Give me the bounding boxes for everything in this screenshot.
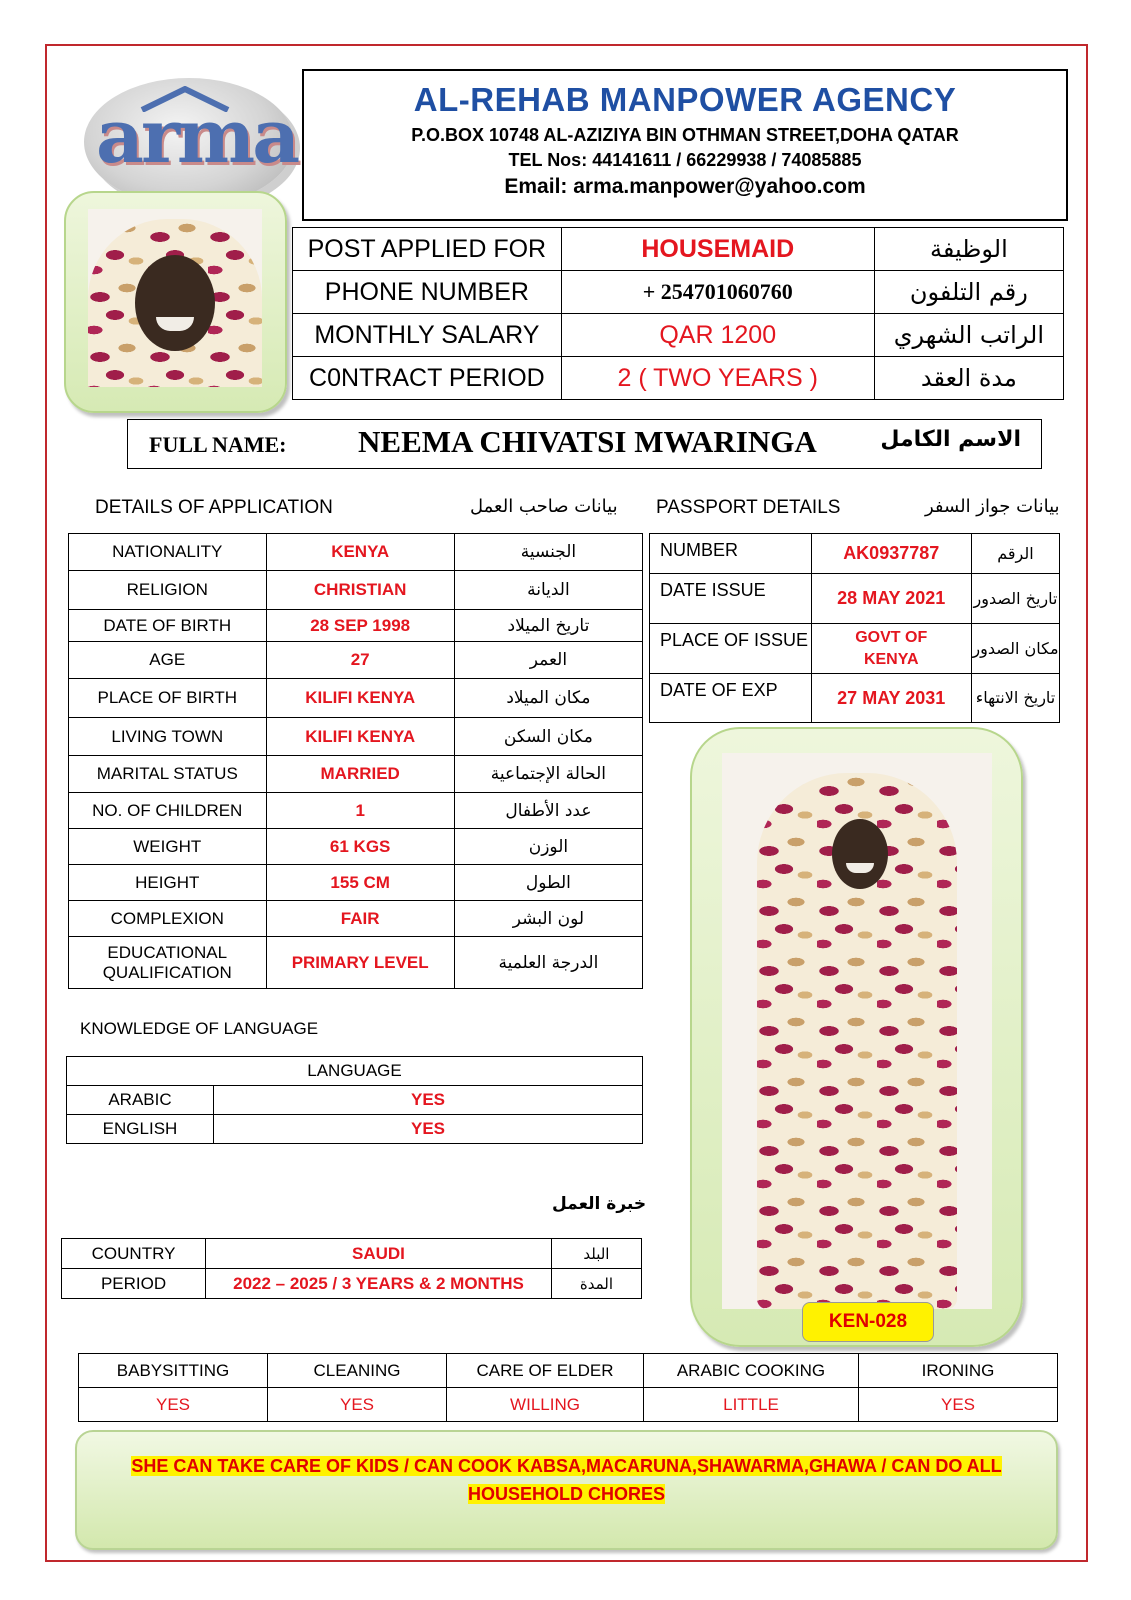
- expiry-date-label: DATE OF EXP: [650, 674, 812, 723]
- height-label: HEIGHT: [69, 865, 267, 901]
- marital-status-value: MARRIED: [266, 756, 454, 793]
- agency-address: P.O.BOX 10748 AL-AZIZIYA BIN OTHMAN STREET,DOHA QATAR: [411, 125, 959, 145]
- agency-header: [302, 69, 1068, 221]
- passport-number-value: AK0937787: [811, 534, 971, 574]
- complexion-label: COMPLEXION: [69, 901, 267, 937]
- education-value: PRIMARY LEVEL: [266, 937, 454, 989]
- table-row: [650, 624, 1060, 674]
- table-row: [69, 642, 643, 679]
- table-row: [69, 756, 643, 793]
- skills-table: [78, 1353, 1058, 1422]
- period-label-ar: المدة: [551, 1269, 641, 1299]
- language-arabic-label: ARABIC: [67, 1086, 214, 1115]
- place-of-birth-label: PLACE OF BIRTH: [69, 679, 267, 718]
- issue-place-label-ar: مكان الصدور: [971, 624, 1059, 674]
- skill-ironing-value: YES: [859, 1388, 1058, 1422]
- agency-logo: arma: [96, 94, 298, 180]
- weight-label-ar: الوزن: [454, 829, 642, 865]
- table-row: [67, 1086, 643, 1115]
- table-row: [69, 718, 643, 756]
- issue-place-value: GOVT OF KENYA: [811, 624, 971, 674]
- table-row: [67, 1057, 643, 1086]
- religion-label-ar: الديانة: [454, 571, 642, 610]
- remarks-box: [75, 1430, 1058, 1550]
- contract-label: C0NTRACT PERIOD: [293, 357, 562, 400]
- phone-label-ar: رقم التلفون: [874, 271, 1063, 314]
- children-label-ar: عدد الأطفال: [454, 793, 642, 829]
- salary-label-ar: الراتب الشهري: [874, 314, 1063, 357]
- application-details-table: [68, 533, 643, 989]
- full-name-value: NEEMA CHIVATSI MWARINGA: [358, 424, 817, 459]
- country-value: SAUDI: [206, 1239, 552, 1269]
- post-label: POST APPLIED FOR: [293, 228, 562, 271]
- remarks-line-2: HOUSEHOLD CHORES: [467, 1484, 665, 1504]
- remarks-text: [131, 1452, 1001, 1508]
- education-label-ar: الدرجة العلمية: [454, 937, 642, 989]
- portrait-photo-frame: [64, 191, 287, 413]
- work-experience-table: [61, 1238, 642, 1299]
- table-row: [62, 1269, 642, 1299]
- post-value: HOUSEMAID: [561, 228, 874, 271]
- language-header: LANGUAGE: [67, 1057, 643, 1086]
- marital-status-label: MARITAL STATUS: [69, 756, 267, 793]
- skill-cleaning-label: CLEANING: [268, 1354, 447, 1388]
- table-row: [62, 1239, 642, 1269]
- complexion-value: FAIR: [266, 901, 454, 937]
- age-label-ar: العمر: [454, 642, 642, 679]
- table-row: [69, 901, 643, 937]
- children-label: NO. OF CHILDREN: [69, 793, 267, 829]
- table-row: [69, 679, 643, 718]
- contract-value: 2 ( TWO YEARS ): [561, 357, 874, 400]
- age-value: 27: [266, 642, 454, 679]
- skill-ironing-label: IRONING: [859, 1354, 1058, 1388]
- dob-label-ar: تاريخ الميلاد: [454, 610, 642, 642]
- religion-label: RELIGION: [69, 571, 267, 610]
- nationality-label-ar: الجنسية: [454, 534, 642, 571]
- nationality-value: KENYA: [266, 534, 454, 571]
- skill-babysitting-label: BABYSITTING: [79, 1354, 268, 1388]
- table-row: [69, 829, 643, 865]
- passport-number-label-ar: الرقم: [971, 534, 1059, 574]
- issue-date-label: DATE ISSUE: [650, 574, 812, 624]
- skill-babysitting-value: YES: [79, 1388, 268, 1422]
- skill-arabic-cooking-label: ARABIC COOKING: [644, 1354, 859, 1388]
- weight-value: 61 KGS: [266, 829, 454, 865]
- table-row: [79, 1354, 1058, 1388]
- agency-email: Email: arma.manpower@yahoo.com: [504, 175, 866, 198]
- place-of-birth-value: KILIFI KENYA: [266, 679, 454, 718]
- table-row: [69, 571, 643, 610]
- expiry-date-value: 27 MAY 2031: [811, 674, 971, 723]
- weight-label: WEIGHT: [69, 829, 267, 865]
- table-row: [69, 865, 643, 901]
- period-value: 2022 – 2025 / 3 YEARS & 2 MONTHS: [206, 1269, 552, 1299]
- remarks-line-1: SHE CAN TAKE CARE OF KIDS / CAN COOK KABSA,MACARUNA,SHAWARMA,GHAWA / CAN DO ALL: [131, 1456, 1002, 1476]
- complexion-label-ar: لون البشر: [454, 901, 642, 937]
- living-town-label-ar: مكان السكن: [454, 718, 642, 756]
- table-row: [650, 534, 1060, 574]
- marital-status-label-ar: الحالة الإجتماعية: [454, 756, 642, 793]
- contract-label-ar: مدة العقد: [874, 357, 1063, 400]
- passport-number-label: NUMBER: [650, 534, 812, 574]
- post-label-ar: الوظيفة: [874, 228, 1063, 271]
- salary-label: MONTHLY SALARY: [293, 314, 562, 357]
- living-town-label: LIVING TOWN: [69, 718, 267, 756]
- height-label-ar: الطول: [454, 865, 642, 901]
- table-row: [293, 357, 1064, 400]
- phone-value: + 254701060760: [561, 271, 874, 314]
- issue-date-value: 28 MAY 2021: [811, 574, 971, 624]
- skill-arabic-cooking-value: LITTLE: [644, 1388, 859, 1422]
- living-town-value: KILIFI KENYA: [266, 718, 454, 756]
- skill-elder-care-label: CARE OF ELDER: [447, 1354, 644, 1388]
- children-value: 1: [266, 793, 454, 829]
- passport-section-title: PASSPORT DETAILS: [656, 497, 841, 518]
- period-label: PERIOD: [62, 1269, 206, 1299]
- full-length-photo-frame: [690, 727, 1023, 1347]
- job-summary-table: [292, 227, 1064, 400]
- issue-date-label-ar: تاريخ الصدور: [971, 574, 1059, 624]
- skill-elder-care-value: WILLING: [447, 1388, 644, 1422]
- language-section-title: KNOWLEDGE OF LANGUAGE: [80, 1019, 319, 1038]
- language-table: [66, 1056, 643, 1144]
- table-row: [69, 610, 643, 642]
- full-name-box: [127, 419, 1042, 469]
- phone-label: PHONE NUMBER: [293, 271, 562, 314]
- passport-section-title-ar: بيانات جواز السفر: [925, 496, 1060, 517]
- education-label: EDUCATIONAL QUALIFICATION: [69, 937, 267, 989]
- nationality-label: NATIONALITY: [69, 534, 267, 571]
- reference-code-badge: KEN-028: [802, 1302, 934, 1342]
- place-of-birth-label-ar: مكان الميلاد: [454, 679, 642, 718]
- language-english-value: YES: [214, 1115, 643, 1144]
- dob-value: 28 SEP 1998: [266, 610, 454, 642]
- expiry-date-label-ar: تاريخ الانتهاء: [971, 674, 1059, 723]
- country-label: COUNTRY: [62, 1239, 206, 1269]
- table-row: [293, 314, 1064, 357]
- country-label-ar: البلد: [551, 1239, 641, 1269]
- skill-cleaning-value: YES: [268, 1388, 447, 1422]
- language-arabic-value: YES: [214, 1086, 643, 1115]
- table-row: [293, 228, 1064, 271]
- height-value: 155 CM: [266, 865, 454, 901]
- table-row: [293, 271, 1064, 314]
- table-row: [69, 937, 643, 989]
- table-row: [650, 574, 1060, 624]
- full-length-photo: [722, 753, 992, 1309]
- table-row: [69, 534, 643, 571]
- application-section-title-ar: بيانات صاحب العمل: [470, 496, 618, 517]
- table-row: [650, 674, 1060, 723]
- dob-label: DATE OF BIRTH: [69, 610, 267, 642]
- full-name-label-ar: الاسم الكامل: [880, 427, 1021, 452]
- agency-name: AL-REHAB MANPOWER AGENCY: [413, 81, 957, 118]
- passport-details-table: [649, 533, 1060, 723]
- experience-section-title-ar: خبرة العمل: [552, 1194, 647, 1214]
- salary-value: QAR 1200: [561, 314, 874, 357]
- table-row: [69, 793, 643, 829]
- portrait-photo: [88, 209, 262, 387]
- full-name-label: FULL NAME:: [149, 432, 287, 457]
- language-english-label: ENGLISH: [67, 1115, 214, 1144]
- table-row: [67, 1115, 643, 1144]
- issue-place-label: PLACE OF ISSUE: [650, 624, 812, 674]
- application-section-title: DETAILS OF APPLICATION: [95, 497, 333, 518]
- age-label: AGE: [69, 642, 267, 679]
- table-row: [79, 1388, 1058, 1422]
- religion-value: CHRISTIAN: [266, 571, 454, 610]
- agency-phone-numbers: TEL Nos: 44141611 / 66229938 / 74085885: [508, 150, 862, 170]
